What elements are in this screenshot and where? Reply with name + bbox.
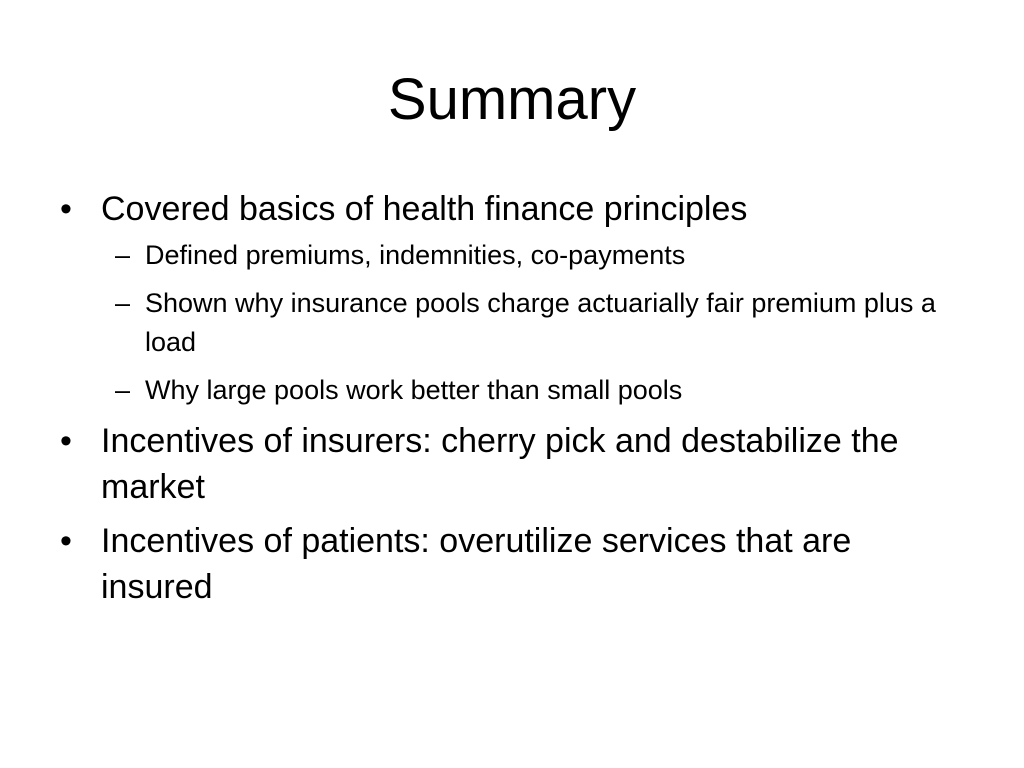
sub-bullet-text: Defined premiums, indemnities, co-payments — [145, 240, 686, 270]
bullet-marker: • — [60, 422, 72, 460]
bullet-item-2 — [60, 418, 950, 510]
bullet-text: Incentives of patients: overutilize services that are insured — [101, 522, 852, 606]
sub-bullet-list — [101, 236, 950, 410]
dash-marker: – — [115, 288, 131, 318]
bullet-list — [60, 186, 950, 618]
sub-bullet-text: Why large pools work better than small pools — [145, 375, 683, 405]
bullet-text: Covered basics of health finance principles — [101, 190, 748, 228]
dash-marker: – — [115, 375, 131, 405]
bullet-text: Incentives of insurers: cherry pick and destabilize the market — [101, 422, 899, 506]
sub-bullet-text: Shown why insurance pools charge actuarially fair premium plus a load — [145, 288, 936, 357]
bullet-item-3 — [60, 518, 950, 610]
dash-marker: – — [115, 240, 131, 270]
sub-bullet-item-3 — [101, 371, 950, 410]
sub-bullet-item-1 — [101, 236, 950, 275]
bullet-item-1 — [60, 186, 950, 410]
bullet-marker: • — [60, 522, 72, 560]
slide-title: Summary — [387, 67, 637, 132]
bullet-marker: • — [60, 190, 72, 228]
sub-bullet-item-2 — [101, 284, 950, 362]
